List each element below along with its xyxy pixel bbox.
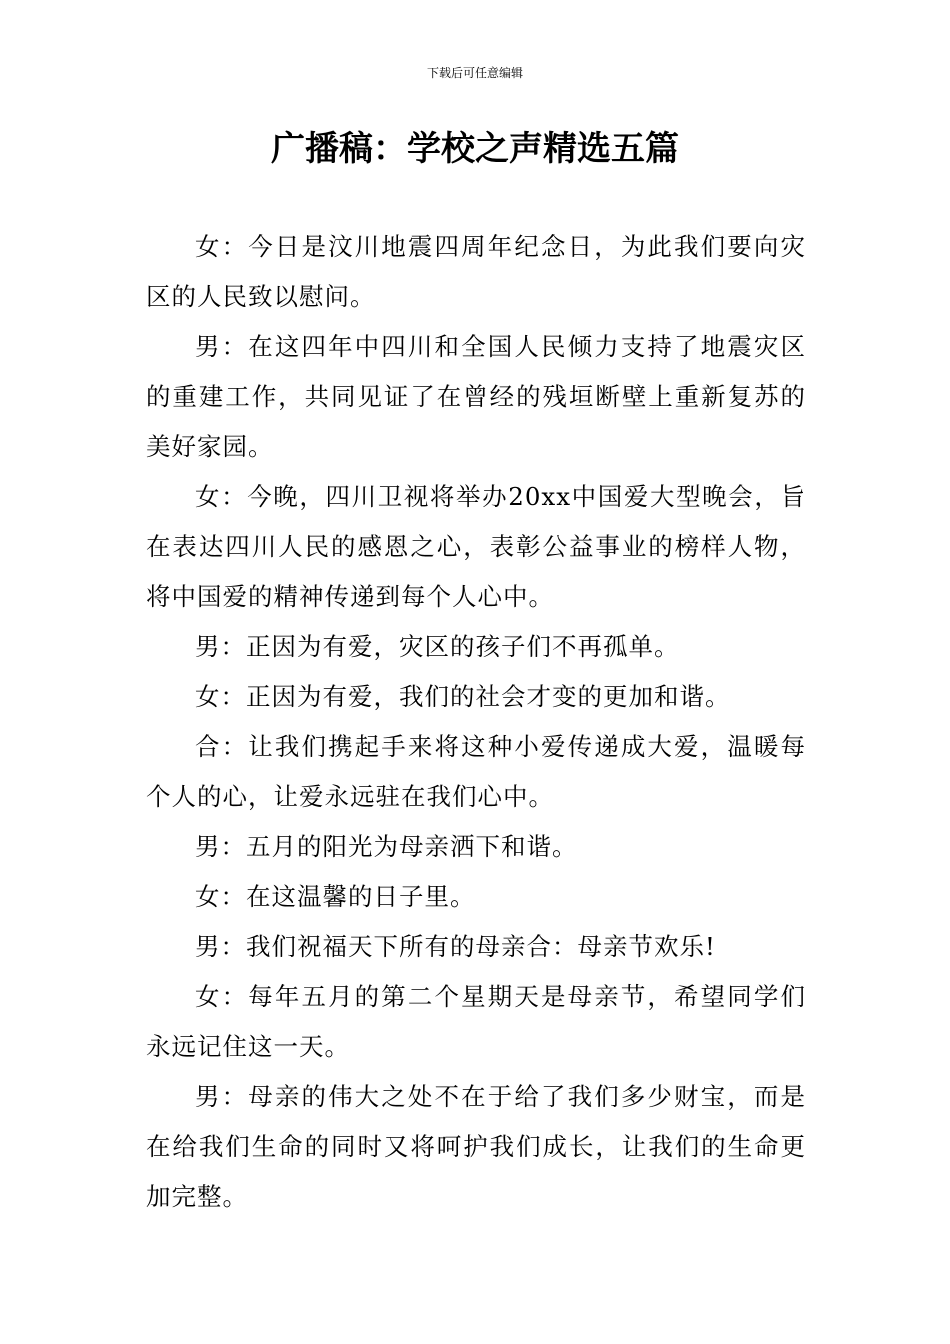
page-title: 广播稿：学校之声精选五篇 (271, 129, 679, 169)
paragraph-1: 女：今日是汶川地震四周年纪念日，为此我们要向灾区的人民致以慰问。 (146, 232, 806, 311)
paragraph-2: 男：在这四年中四川和全国人民倾力支持了地震灾区的重建工作，共同见证了在曾经的残垣断壁上重新复苏的美好家园。 (146, 332, 806, 461)
paragraph-3: 女：今晚，四川卫视将举办20xx中国爱大型晚会，旨在表达四川人民的感恩之心，表彰公益事业的榜样人物，将中国爱的精神传递到每个人心中。 (146, 482, 806, 611)
paragraph-8: 女：在这温馨的日子里。 (195, 882, 476, 911)
paragraph-4: 男：正因为有爱，灾区的孩子们不再孤单。 (195, 632, 680, 661)
paragraph-11: 男：母亲的伟大之处不在于给了我们多少财宝，而是在给我们生命的同时又将呵护我们成长，让我们的生命更加完整。 (146, 1082, 806, 1211)
document-body (146, 222, 806, 1222)
paragraph-10: 女：每年五月的第二个星期天是母亲节，希望同学们永远记住这一天。 (146, 982, 806, 1061)
paragraph-5: 女：正因为有爱，我们的社会才变的更加和谐。 (195, 682, 731, 711)
header-note: 下载后可任意编辑 (426, 66, 523, 80)
paragraph-7: 男：五月的阳光为母亲洒下和谐。 (195, 832, 578, 861)
paragraph-9: 男：我们祝福天下所有的母亲合：母亲节欢乐! (195, 932, 716, 961)
paragraph-6: 合：让我们携起手来将这种小爱传递成大爱，温暖每个人的心，让爱永远驻在我们心中。 (146, 732, 806, 811)
